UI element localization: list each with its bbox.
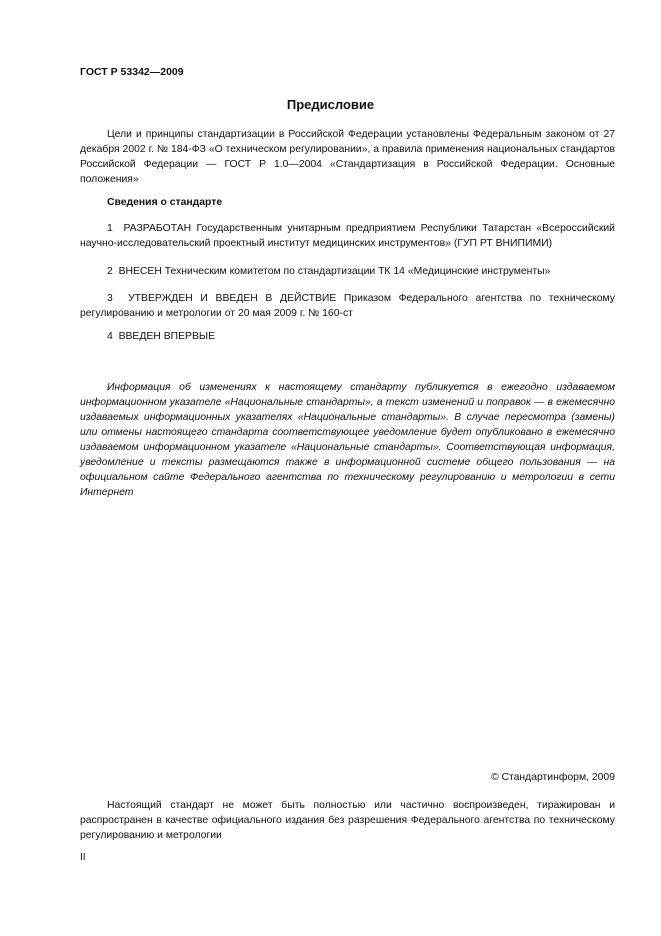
section-heading: Сведения о стандарте: [107, 197, 223, 208]
item-3-text: Приказом Федерального агентства по техническому регулированию и метрологии от 20 мая 2009 г. № 160-ст: [80, 293, 615, 319]
item-2-number: 2: [107, 266, 113, 277]
foreword-title: Предисловие: [286, 97, 375, 112]
item-4-number: 4: [107, 331, 113, 342]
item-4: [80, 329, 615, 344]
copyright-line: © Стандартинформ, 2009: [490, 772, 615, 783]
page-number: II: [80, 852, 86, 863]
item-1-number: 1: [107, 223, 113, 234]
foreword-intro: Цели и принципы стандартизации в Российской Федерации установлены Федеральным законом от 27 декабря 2002 г. № 184-ФЗ «О техническом регулировании», а правила применения национальных стандартов Российской Федерации — ГОСТ Р 1.0—2004 «Стандартизация в Российской Федерации. Основные положения»: [80, 129, 615, 185]
reproduction-notice: Настоящий стандарт не может быть полностью или частично воспроизведен, тиражирован и распространен в качестве официального издания без разрешения Федерального агентства по техническому регулированию и метрологии: [80, 800, 615, 841]
info-paragraph: Информация об изменениях к настоящему стандарту публикуется в ежегодно издаваемом информационном указателе «Национальные стандарты», а текст изменений и поправок — в ежемесячно издаваемых информационных указателях «Национальные стандарты». В случае пересмотра (замены) или отмены настоящего стандарта соответствующее уведомление будет опубликовано в ежемесячно издаваемом информационном указателе «Национальные стандарты». Соответствующая информация, уведомление и тексты размещаются также в информационной системе общего пользования — на официальном сайте Федерального агентства по техническому регулированию и метрологии в сети Интернет: [80, 382, 615, 498]
item-2-lead: ВНЕСЕН: [118, 266, 162, 277]
item-4-lead: ВВЕДЕН ВПЕРВЫЕ: [118, 331, 216, 342]
item-2: [80, 264, 615, 279]
item-1-lead: РАЗРАБОТАН: [123, 223, 192, 234]
item-1: [80, 221, 615, 251]
item-3-number: 3: [107, 293, 113, 304]
standard-code: ГОСТ Р 53342—2009: [80, 66, 184, 78]
item-3: [80, 291, 615, 321]
item-3-lead: УТВЕРЖДЕН И ВВЕДЕН В ДЕЙСТВИЕ: [128, 293, 337, 304]
item-1-text: Государственным унитарным предприятием Республики Татарстан «Всероссийский научно-исследовательский проектный институт медицинских инструментов» (ГУП РТ ВНИПИМИ): [80, 223, 615, 249]
item-2-text: Техническим комитетом по стандартизации ТК 14 «Медицинские инструменты»: [161, 266, 551, 277]
